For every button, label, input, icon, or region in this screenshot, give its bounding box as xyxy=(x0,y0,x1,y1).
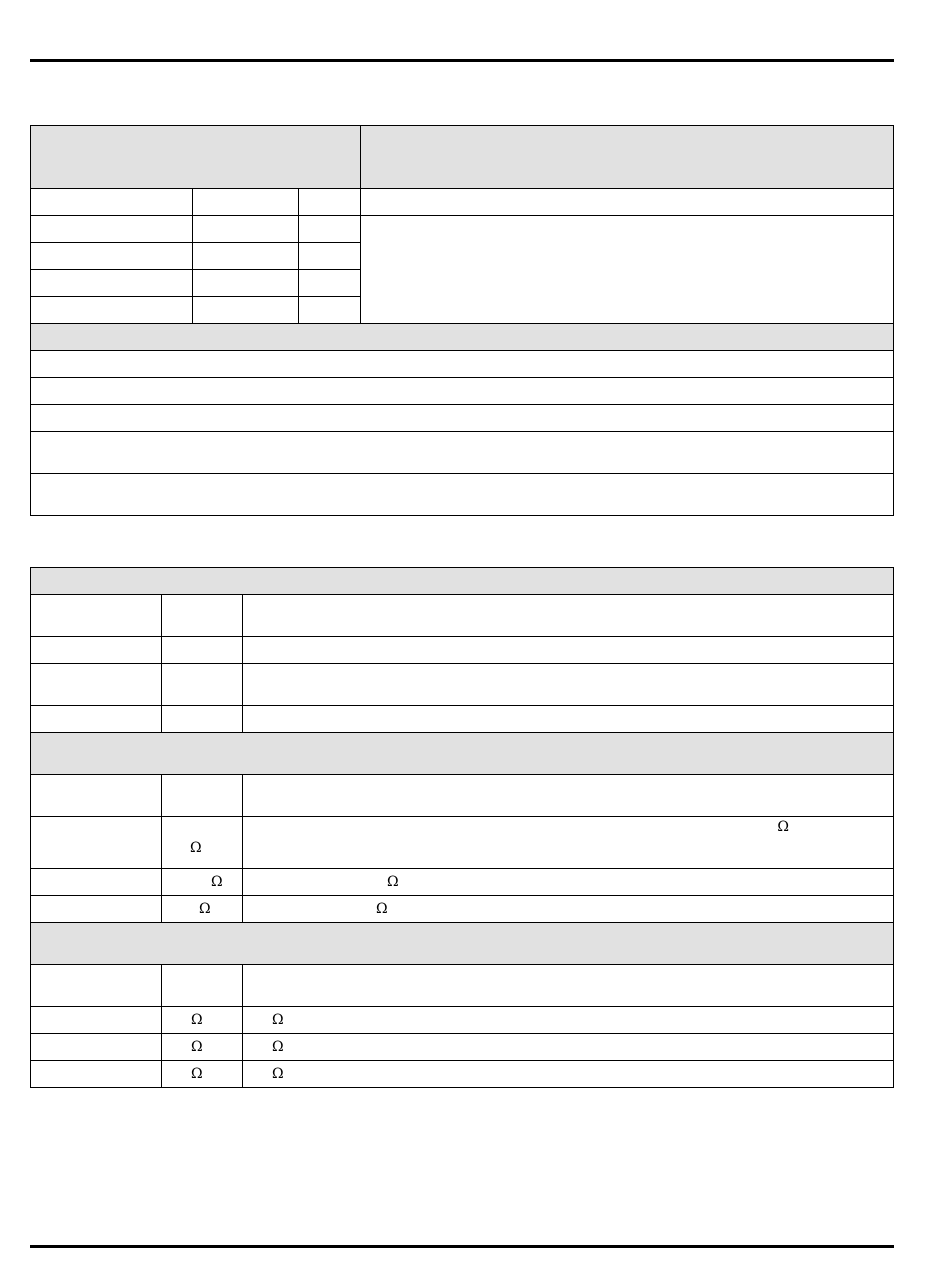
table1-cell xyxy=(299,297,361,324)
ohm-symbol: Ω xyxy=(191,1066,203,1082)
ohm-symbol: Ω xyxy=(199,901,211,917)
table2-cell-ohm xyxy=(243,896,894,923)
table2-cell-ohm xyxy=(243,817,894,869)
table2-cell xyxy=(243,706,894,733)
table2-cell-ohm xyxy=(162,896,243,923)
table1-row xyxy=(31,351,894,378)
table1-header-right xyxy=(361,126,894,189)
ohm-symbol: Ω xyxy=(272,1039,284,1055)
table2-cell-ohm xyxy=(162,869,243,896)
table2-cell xyxy=(31,706,162,733)
table2-section-header-1 xyxy=(31,568,894,595)
table2-cell-ohm xyxy=(243,869,894,896)
table2-cell xyxy=(31,965,162,1007)
ohm-symbol: Ω xyxy=(777,819,789,835)
table1-cell xyxy=(299,189,361,216)
table2-cell-ohm xyxy=(162,817,243,869)
table2-cell xyxy=(31,595,162,637)
table2-cell xyxy=(243,595,894,637)
table1-section-header xyxy=(31,324,894,351)
specification-table-2 xyxy=(30,567,894,1088)
ohm-symbol: Ω xyxy=(272,1066,284,1082)
ohm-symbol: Ω xyxy=(376,901,388,917)
table1-cell xyxy=(31,216,193,243)
table1-merged-cell xyxy=(361,216,894,324)
table2-cell xyxy=(162,595,243,637)
table1-cell xyxy=(31,243,193,270)
table2-cell xyxy=(31,664,162,706)
table2-cell xyxy=(31,869,162,896)
table2-cell-ohm xyxy=(243,1007,894,1034)
table1-cell xyxy=(31,297,193,324)
table2-cell xyxy=(31,896,162,923)
table1-row xyxy=(31,378,894,405)
table1-cell xyxy=(193,189,299,216)
bottom-rule xyxy=(30,1245,894,1248)
table2-cell xyxy=(162,664,243,706)
table1-row xyxy=(31,432,894,474)
table2-section-header-3 xyxy=(31,923,894,965)
table1-cell xyxy=(31,189,193,216)
ohm-symbol: Ω xyxy=(190,839,202,856)
specification-table-1 xyxy=(30,125,894,516)
table2-cell xyxy=(243,775,894,817)
table1-cell xyxy=(299,270,361,297)
table2-cell-ohm xyxy=(162,1007,243,1034)
table2-cell xyxy=(162,637,243,664)
table2-cell xyxy=(162,706,243,733)
ohm-symbol: Ω xyxy=(211,874,223,890)
table2-cell xyxy=(162,775,243,817)
table1-header-left xyxy=(31,126,361,189)
table1-row xyxy=(31,474,894,516)
table1-cell xyxy=(299,216,361,243)
table1-cell xyxy=(361,189,894,216)
table2-cell-ohm xyxy=(162,1034,243,1061)
table2-cell-ohm xyxy=(162,1061,243,1088)
table1-cell xyxy=(299,243,361,270)
table2-cell xyxy=(243,664,894,706)
table2-section-header-2 xyxy=(31,733,894,775)
ohm-symbol: Ω xyxy=(272,1012,284,1028)
table1-cell xyxy=(193,243,299,270)
table2-cell xyxy=(243,637,894,664)
table1-row xyxy=(31,405,894,432)
table2-cell xyxy=(31,1061,162,1088)
table2-cell xyxy=(31,1007,162,1034)
table1-cell xyxy=(31,270,193,297)
table2-cell xyxy=(243,965,894,1007)
table2-cell xyxy=(31,775,162,817)
table1-cell xyxy=(193,297,299,324)
table2-cell xyxy=(31,1034,162,1061)
table2-cell-ohm xyxy=(243,1034,894,1061)
ohm-symbol: Ω xyxy=(191,1012,203,1028)
table2-cell xyxy=(31,637,162,664)
table1-cell xyxy=(193,270,299,297)
ohm-symbol: Ω xyxy=(191,1039,203,1055)
ohm-symbol: Ω xyxy=(387,874,399,890)
table2-cell-ohm xyxy=(243,1061,894,1088)
table2-cell xyxy=(31,817,162,869)
table1-cell xyxy=(193,216,299,243)
table2-cell xyxy=(162,965,243,1007)
top-rule xyxy=(30,59,894,62)
